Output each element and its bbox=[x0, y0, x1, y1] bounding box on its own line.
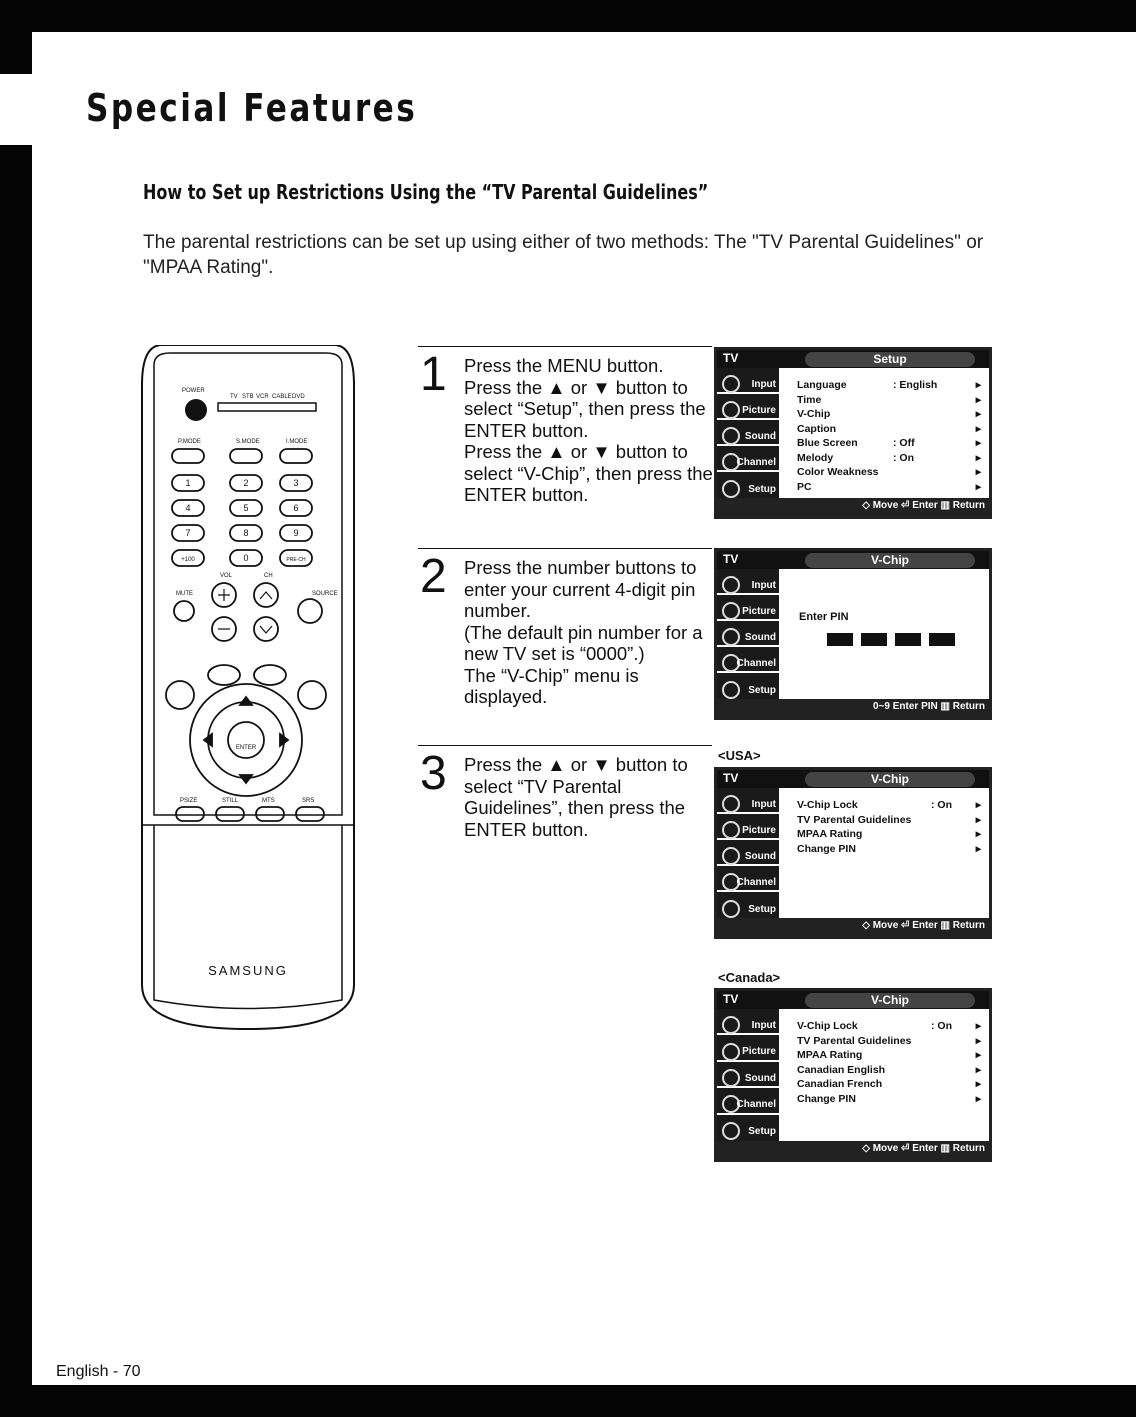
mode-indicator-bar bbox=[218, 403, 316, 411]
arrow-right-icon: ▸ bbox=[975, 799, 981, 811]
osd-tab-setup bbox=[717, 892, 779, 918]
osd-hint: ◇ Move ⏎ Enter ▥ Return bbox=[862, 920, 985, 931]
osd-menu-item: PC ▸ bbox=[797, 480, 981, 493]
osd-vchip-canada-screen bbox=[714, 988, 992, 1162]
imode-button bbox=[280, 449, 312, 463]
digit-label-4: 4 bbox=[185, 503, 191, 513]
osd-tab-label: Setup bbox=[748, 684, 776, 696]
input-icon bbox=[722, 795, 740, 813]
arrow-right-icon: ▸ bbox=[975, 393, 981, 406]
step-number: 1 bbox=[420, 348, 447, 401]
osd-sidebar bbox=[717, 1009, 779, 1141]
osd-menu-item: Color Weakness ▸ bbox=[797, 466, 981, 478]
digit-label-9: 9 bbox=[293, 528, 299, 538]
sound-icon bbox=[722, 1069, 740, 1087]
osd-header bbox=[717, 770, 989, 788]
digit-label-3: 3 bbox=[293, 478, 299, 488]
still-label: STILL bbox=[222, 798, 239, 804]
mute-label: MUTE bbox=[176, 591, 193, 597]
osd-tab-label: Sound bbox=[744, 430, 776, 442]
osd-menu-item: MPAA Rating ▸ bbox=[797, 828, 981, 840]
arrow-right-icon: ▸ bbox=[975, 813, 981, 826]
osd-tab-channel bbox=[717, 1088, 779, 1114]
picture-icon bbox=[722, 1043, 740, 1061]
osd-menu-title: V-Chip bbox=[805, 553, 975, 568]
menu-button bbox=[208, 665, 240, 685]
osd-hint: ◇ Move ⏎ Enter ▥ Return bbox=[862, 500, 985, 511]
osd-tab-label: Setup bbox=[748, 483, 776, 495]
step-line: Press the ▲ or ▼ button to select “V-Chip”, then press the ENTER button. bbox=[464, 441, 713, 505]
osd-tab-setup bbox=[717, 673, 779, 699]
enter-label: ENTER bbox=[235, 745, 257, 751]
osd-tab-label: Channel bbox=[736, 1099, 776, 1111]
osd-footer bbox=[717, 1141, 989, 1159]
step-2 bbox=[418, 548, 712, 728]
input-icon bbox=[722, 1016, 740, 1034]
mode-label-dvd: DVD bbox=[292, 394, 305, 400]
osd-menu-item: TV Parental Guidelines ▸ bbox=[797, 1034, 981, 1047]
osd-header bbox=[717, 551, 989, 569]
page-footer: English - 70 bbox=[56, 1363, 141, 1380]
vol-label: VOL bbox=[220, 573, 233, 579]
info-button bbox=[254, 665, 286, 685]
input-icon bbox=[722, 576, 740, 594]
osd-tab-channel bbox=[717, 446, 779, 472]
setup-icon bbox=[722, 480, 740, 498]
pin-digit-box bbox=[929, 633, 955, 646]
osd-tab-label: Input bbox=[751, 1019, 776, 1031]
imode-label: I.MODE bbox=[286, 439, 308, 445]
sound-icon bbox=[722, 427, 740, 445]
bottom-border-bar bbox=[0, 1385, 1136, 1417]
step-text bbox=[464, 557, 714, 708]
osd-menu-item: Blue Screen : Off ▸ bbox=[797, 437, 981, 449]
osd-tab-channel bbox=[717, 647, 779, 673]
prech-label: PRE-CH bbox=[286, 557, 306, 563]
osd-tab-sound bbox=[717, 1062, 779, 1088]
setup-icon bbox=[722, 900, 740, 918]
osd-menu-item: Canadian English ▸ bbox=[797, 1063, 981, 1076]
osd-tab-channel bbox=[717, 866, 779, 892]
step-line: (The default pin number for a new TV set is “0000”.) bbox=[464, 621, 703, 664]
srs-button bbox=[296, 807, 324, 821]
psize-label: PSIZE bbox=[180, 798, 198, 804]
osd-footer bbox=[717, 918, 989, 936]
arrow-right-icon: ▸ bbox=[975, 1092, 981, 1105]
osd-tab-label: Channel bbox=[736, 657, 776, 669]
osd-tv-label: TV bbox=[723, 351, 739, 365]
mode-left-button bbox=[166, 681, 194, 709]
digit-label-2: 2 bbox=[243, 478, 249, 488]
arrow-right-icon: ▸ bbox=[975, 408, 981, 420]
pin-entry-field bbox=[827, 633, 955, 646]
osd-menu-title: V-Chip bbox=[805, 993, 975, 1008]
step-line: Press the ▲ or ▼ button to select “TV Parental Guidelines”, then press the ENTER button. bbox=[464, 754, 688, 840]
pmode-label: P.MODE bbox=[178, 439, 201, 445]
enter-button bbox=[228, 722, 264, 758]
arrow-right-icon: ▸ bbox=[975, 1020, 981, 1032]
sound-icon bbox=[722, 628, 740, 646]
osd-menu-item: V-Chip Lock : On ▸ bbox=[797, 1020, 981, 1032]
osd-menu-item: Canadian French ▸ bbox=[797, 1078, 981, 1090]
remote-control-illustration bbox=[140, 345, 356, 1030]
osd-tab-sound bbox=[717, 420, 779, 446]
osd-tv-label: TV bbox=[723, 992, 739, 1006]
digit-label-0: 0 bbox=[243, 553, 249, 563]
digit-label-5: 5 bbox=[243, 503, 249, 513]
page-title: Special Features bbox=[86, 86, 418, 130]
osd-tab-input bbox=[717, 1009, 779, 1035]
top-border-bar bbox=[0, 0, 1136, 32]
osd-tab-picture bbox=[717, 595, 779, 621]
osd-vchip-usa-screen bbox=[714, 767, 992, 939]
srs-label: SRS bbox=[302, 798, 315, 804]
osd-sidebar bbox=[717, 368, 779, 498]
input-icon bbox=[722, 375, 740, 393]
osd-tab-input bbox=[717, 569, 779, 595]
osd-menu-item: MPAA Rating ▸ bbox=[797, 1049, 981, 1061]
osd-tab-label: Sound bbox=[744, 1072, 776, 1084]
osd-tab-label: Channel bbox=[736, 876, 776, 888]
osd-tab-label: Input bbox=[751, 378, 776, 390]
osd-tab-label: Sound bbox=[744, 631, 776, 643]
osd-menu-list bbox=[797, 798, 983, 856]
setup-icon bbox=[722, 1122, 740, 1140]
step-line: Press the number buttons to enter your current 4-digit pin number. bbox=[464, 557, 697, 621]
osd-menu-item: Change PIN ▸ bbox=[797, 842, 981, 855]
osd-menu-item: Melody : On ▸ bbox=[797, 451, 981, 464]
osd-header bbox=[717, 991, 989, 1009]
step-line: Press the MENU button. bbox=[464, 355, 664, 376]
step-1 bbox=[418, 346, 712, 536]
arrow-right-icon: ▸ bbox=[975, 422, 981, 435]
pin-prompt: Enter PIN bbox=[799, 611, 849, 623]
osd-tab-setup bbox=[717, 472, 779, 498]
osd-hint: 0~9 Enter PIN ▥ Return bbox=[873, 701, 985, 712]
mode-label-cable: CABLE bbox=[272, 394, 292, 400]
osd-menu-item: V-Chip Lock : On ▸ bbox=[797, 799, 981, 811]
arrow-right-icon: ▸ bbox=[975, 842, 981, 855]
mode-label-tv: TV bbox=[230, 394, 238, 400]
osd-footer bbox=[717, 699, 989, 717]
canada-label: <Canada> bbox=[718, 970, 781, 985]
osd-menu-item: Language : English ▸ bbox=[797, 379, 981, 391]
left-border-tab-top bbox=[0, 32, 32, 74]
arrow-right-icon: ▸ bbox=[975, 1034, 981, 1047]
arrow-right-icon: ▸ bbox=[975, 1049, 981, 1061]
osd-tab-input bbox=[717, 788, 779, 814]
osd-pin-screen bbox=[714, 548, 992, 720]
mode-label-stb: STB bbox=[242, 394, 254, 400]
ch-down-button bbox=[254, 617, 278, 641]
step-number: 3 bbox=[420, 747, 447, 800]
source-button bbox=[298, 599, 322, 623]
psize-button bbox=[176, 807, 204, 821]
picture-icon bbox=[722, 821, 740, 839]
osd-tab-label: Picture bbox=[742, 824, 776, 836]
osd-tab-sound bbox=[717, 840, 779, 866]
osd-tab-label: Picture bbox=[742, 404, 776, 416]
arrow-right-icon: ▸ bbox=[975, 437, 981, 449]
osd-header bbox=[717, 350, 989, 368]
osd-tab-label: Input bbox=[751, 798, 776, 810]
osd-tab-picture bbox=[717, 814, 779, 840]
osd-sidebar bbox=[717, 569, 779, 699]
left-border-bar bbox=[0, 145, 32, 1385]
still-button bbox=[216, 807, 244, 821]
osd-hint: ◇ Move ⏎ Enter ▥ Return bbox=[862, 1143, 985, 1154]
pin-digit-box bbox=[861, 633, 887, 646]
ch-label: CH bbox=[264, 573, 273, 579]
remote-brand-logo: SAMSUNG bbox=[208, 963, 288, 978]
pin-digit-box bbox=[895, 633, 921, 646]
arrow-right-icon: ▸ bbox=[975, 1063, 981, 1076]
section-heading: How to Set up Restrictions Using the “TV Parental Guidelines” bbox=[143, 180, 709, 204]
osd-tab-picture bbox=[717, 1035, 779, 1061]
digit-label-1: 1 bbox=[185, 478, 191, 488]
mts-label: MTS bbox=[262, 798, 275, 804]
osd-tab-setup bbox=[717, 1115, 779, 1141]
osd-tab-picture bbox=[717, 394, 779, 420]
osd-tab-label: Sound bbox=[744, 850, 776, 862]
digit-label-6: 6 bbox=[293, 503, 299, 513]
arrow-right-icon: ▸ bbox=[975, 480, 981, 493]
step-number: 2 bbox=[420, 550, 447, 603]
ch-up-button bbox=[254, 583, 278, 607]
osd-menu-item: TV Parental Guidelines ▸ bbox=[797, 813, 981, 826]
picture-icon bbox=[722, 401, 740, 419]
osd-tv-label: TV bbox=[723, 552, 739, 566]
osd-tab-label: Setup bbox=[748, 1126, 776, 1138]
osd-tab-label: Channel bbox=[736, 456, 776, 468]
mute-button bbox=[174, 601, 194, 621]
mode-label-vcr: VCR bbox=[256, 394, 269, 400]
power-button bbox=[185, 399, 207, 421]
osd-tab-input bbox=[717, 368, 779, 394]
intro-paragraph: The parental restrictions can be set up using either of two methods: The "TV Parental Guidelines" or "MPAA Rating". bbox=[143, 232, 984, 278]
osd-setup-screen bbox=[714, 347, 992, 519]
usa-label: <USA> bbox=[718, 748, 761, 763]
source-label: SOURCE bbox=[312, 591, 338, 597]
osd-sidebar bbox=[717, 788, 779, 918]
osd-tab-label: Picture bbox=[742, 1046, 776, 1058]
step-line: Press the ▲ or ▼ button to select “Setup”, then press the ENTER button. bbox=[464, 376, 706, 441]
arrow-right-icon: ▸ bbox=[975, 828, 981, 840]
mts-button bbox=[256, 807, 284, 821]
pmode-button bbox=[172, 449, 204, 463]
digit-label-7: 7 bbox=[185, 528, 191, 538]
osd-menu-list bbox=[797, 1019, 983, 1106]
osd-menu-item: V-Chip ▸ bbox=[797, 408, 981, 420]
mode-right-button bbox=[298, 681, 326, 709]
sound-icon bbox=[722, 847, 740, 865]
osd-menu-title: V-Chip bbox=[805, 772, 975, 787]
setup-icon bbox=[722, 681, 740, 699]
osd-menu-title: Setup bbox=[805, 352, 975, 367]
osd-menu-item: Time ▸ bbox=[797, 393, 981, 406]
digit-label-8: 8 bbox=[243, 528, 249, 538]
dpad-inner bbox=[208, 702, 284, 778]
smode-button bbox=[230, 449, 262, 463]
osd-menu-list bbox=[797, 378, 983, 494]
picture-icon bbox=[722, 602, 740, 620]
osd-tab-label: Input bbox=[751, 579, 776, 591]
digit-label-100: +100 bbox=[181, 557, 195, 563]
smode-label: S.MODE bbox=[236, 439, 260, 445]
arrow-right-icon: ▸ bbox=[975, 451, 981, 464]
step-text bbox=[464, 355, 714, 506]
osd-tv-label: TV bbox=[723, 771, 739, 785]
arrow-right-icon: ▸ bbox=[975, 379, 981, 391]
remote-power-label: POWER bbox=[182, 388, 205, 394]
arrow-right-icon: ▸ bbox=[975, 1078, 981, 1090]
osd-tab-label: Setup bbox=[748, 903, 776, 915]
osd-menu-item: Caption ▸ bbox=[797, 422, 981, 435]
osd-tab-sound bbox=[717, 621, 779, 647]
osd-footer bbox=[717, 498, 989, 516]
osd-tab-label: Picture bbox=[742, 605, 776, 617]
osd-menu-item: Change PIN ▸ bbox=[797, 1092, 981, 1105]
step-line: The “V-Chip” menu is displayed. bbox=[464, 664, 639, 707]
step-text bbox=[464, 754, 714, 840]
pin-digit-box bbox=[827, 633, 853, 646]
arrow-right-icon: ▸ bbox=[975, 466, 981, 478]
step-3 bbox=[418, 745, 712, 855]
